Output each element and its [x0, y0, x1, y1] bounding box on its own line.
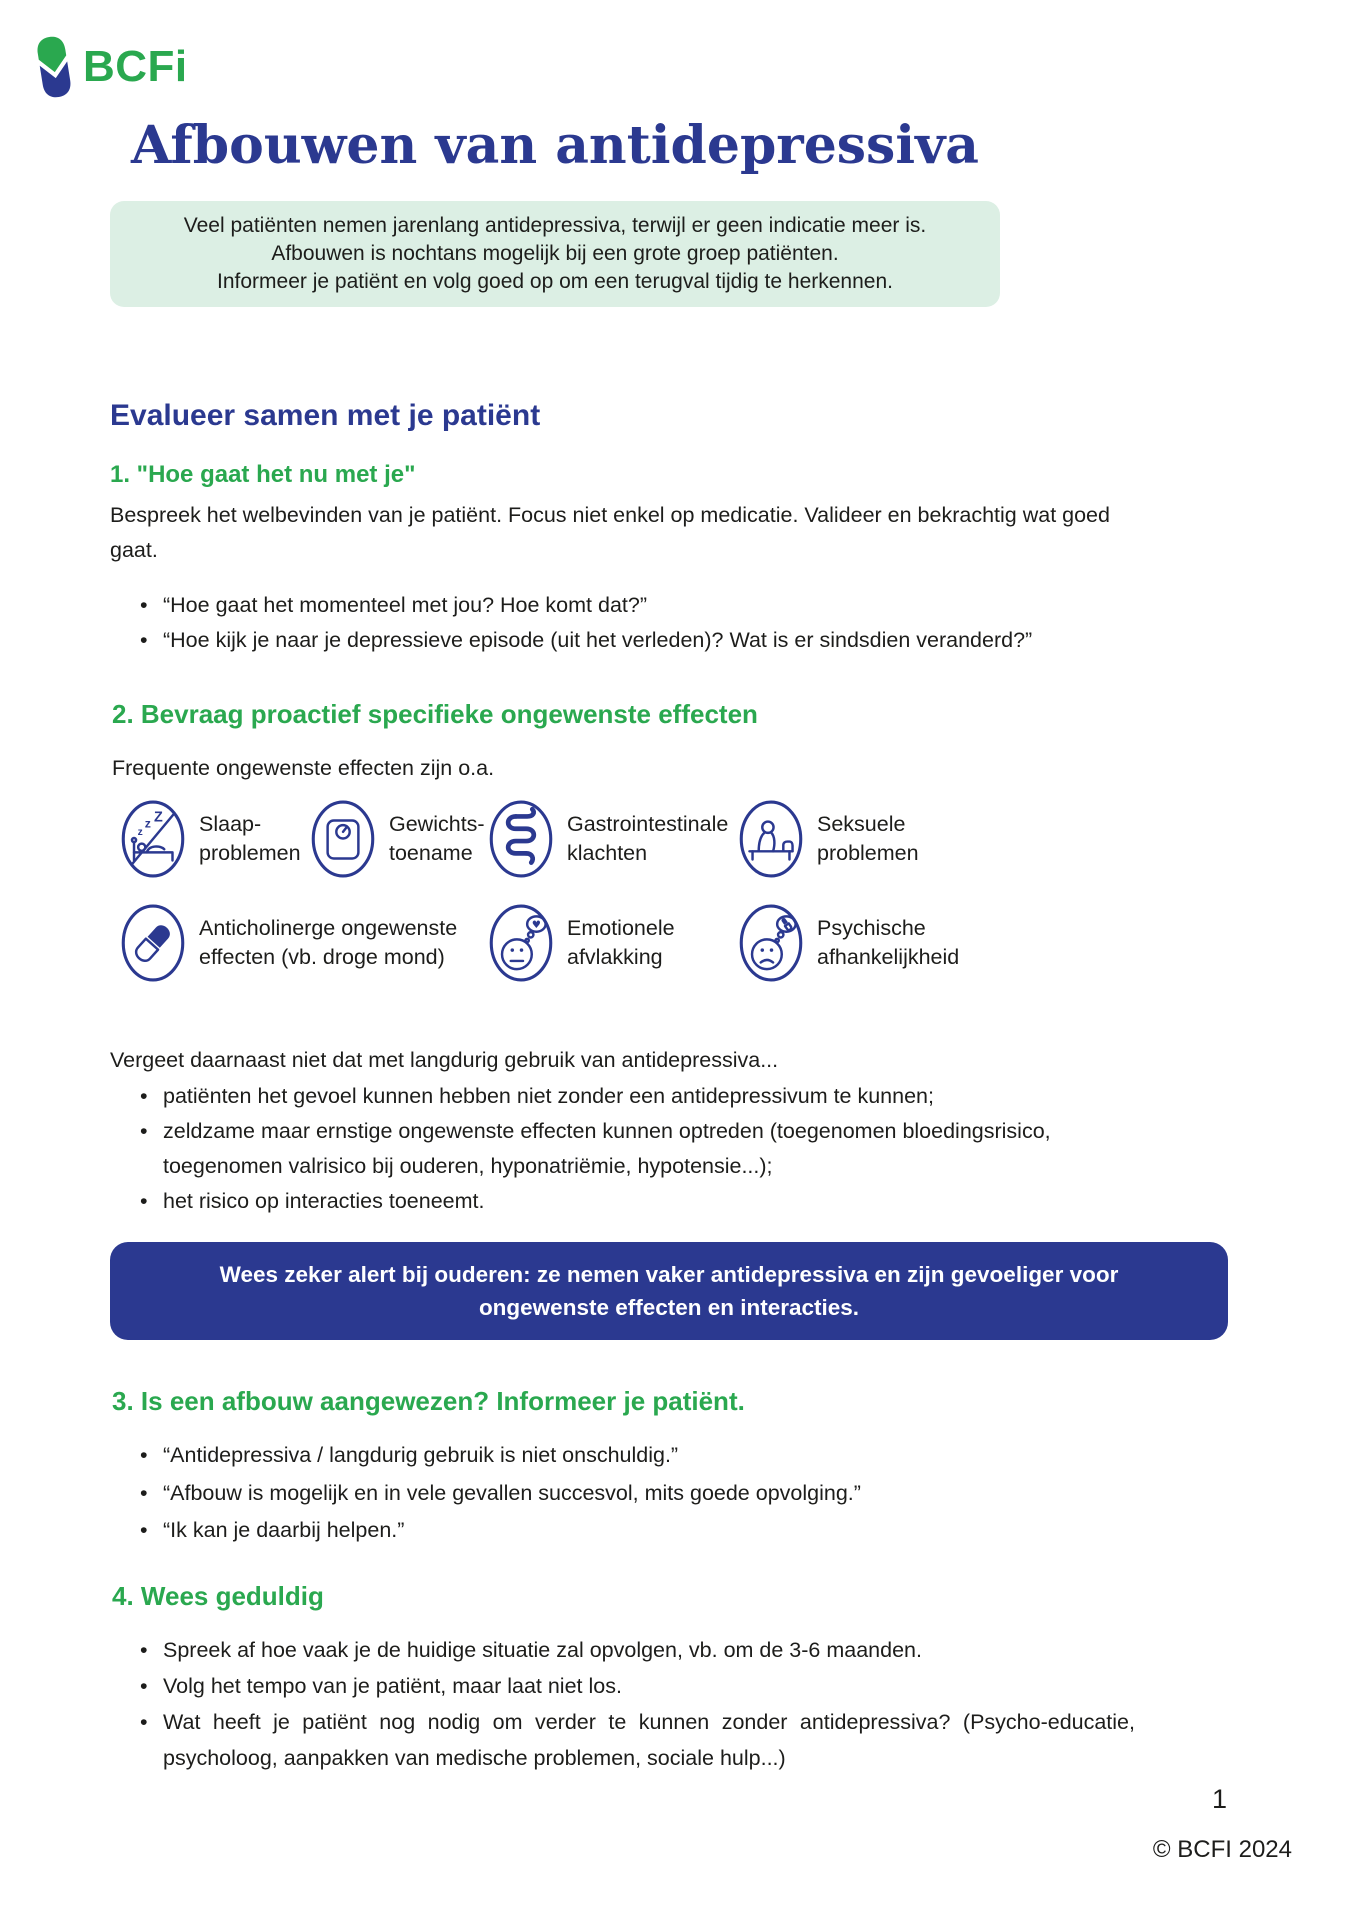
anticholinergic-pill-icon — [120, 903, 186, 983]
side-effect-sleep — [120, 799, 301, 879]
side-effect-psychological-dependence — [738, 903, 959, 983]
icon-label-line: afvlakking — [567, 945, 663, 969]
elderly-alert-banner: Wees zeker alert bij ouderen: ze nemen vaker antidepressiva en zijn gevoeliger voor ongewenste effecten en interacties. — [110, 1242, 1228, 1340]
list-item — [135, 1475, 1225, 1513]
sexual-problems-icon — [738, 799, 804, 879]
bullet-text: “Ik kan je daarbij helpen.” — [163, 1518, 405, 1542]
icon-label — [817, 914, 959, 972]
svg-text:z: z — [137, 826, 143, 838]
list-item — [135, 1512, 1225, 1550]
section3-bullet-list — [135, 1437, 1225, 1550]
list-item — [135, 1114, 1140, 1184]
side-effect-anticholinergic — [120, 903, 457, 983]
bullet-text: het risico op interacties toeneemt. — [163, 1189, 485, 1213]
list-item — [135, 588, 1225, 623]
bullet-text: patiënten het gevoel kunnen hebben niet zonder een antidepressivum te kunnen; — [163, 1084, 934, 1108]
weight-gain-icon — [310, 799, 376, 879]
main-section-heading: Evalueer samen met je patiënt — [110, 399, 541, 432]
icon-label-line: Anticholinerge ongewenste — [199, 916, 458, 940]
bullet-text: “Afbouw is mogelijk en in vele gevallen succesvol, mits goede opvolging.” — [163, 1480, 861, 1505]
bcfi-pill-logo-icon — [34, 34, 74, 100]
bullet-text: “Hoe gaat het momenteel met jou? Hoe komt dat?” — [163, 593, 648, 617]
list-item — [135, 623, 1225, 658]
emotional-blunting-icon — [488, 903, 554, 983]
section2-intro: Frequente ongewenste effecten zijn o.a. — [112, 756, 495, 780]
side-effect-icons — [110, 793, 1255, 1005]
list-item — [135, 1184, 1140, 1219]
section1-bullet-list — [135, 588, 1225, 658]
intro-line: Veel patiënten nemen jarenlang antidepressiva, terwijl er geen indicatie meer is. — [183, 214, 927, 237]
icon-label-line: Emotionele — [567, 916, 675, 940]
icon-label — [199, 810, 301, 868]
bullet-text: Volg het tempo van je patiënt, maar laat niet los. — [163, 1674, 622, 1698]
side-effect-weight — [310, 799, 485, 879]
icon-label — [567, 914, 675, 972]
list-item — [135, 1079, 1140, 1114]
psychological-dependence-icon — [738, 903, 804, 983]
bullet-text: zeldzame maar ernstige ongewenste effecten kunnen optreden (toegenomen bloedingsrisico, toegenomen valrisico bij ouderen, hyponatriëmie, hypotensie...); — [163, 1119, 1051, 1178]
bullet-text: “Antidepressiva / langdurig gebruik is niet onschuldig.” — [163, 1443, 679, 1467]
page-title: Afbouwen van antidepressiva — [131, 115, 979, 176]
icon-label-line: Gewichts- — [389, 812, 485, 836]
bcfi-logo — [34, 34, 188, 100]
section2-heading: 2. Bevraag proactief specifieke ongewenste effecten — [112, 699, 758, 729]
section2-bullet-list — [135, 1079, 1140, 1219]
icon-label-line: Slaap- — [199, 812, 262, 836]
icon-label-line: toename — [389, 841, 473, 865]
gastrointestinal-icon — [488, 799, 554, 879]
intro-line: Afbouwen is nochtans mogelijk bij een grote groep patiënten. — [271, 242, 839, 265]
section3-heading: 3. Is een afbouw aangewezen? Informeer je patiënt. — [112, 1386, 745, 1416]
sleep-problems-icon — [120, 799, 186, 879]
bullet-text: “Hoe kijk je naar je depressieve episode (uit het verleden)? Wat is er sindsdien veranderd?” — [163, 628, 1033, 652]
side-effect-sexual — [738, 799, 919, 879]
icon-label-line: effecten (vb. droge mond) — [199, 945, 445, 969]
icon-label-line: problemen — [199, 841, 301, 865]
section1-heading: 1. "Hoe gaat het nu met je" — [110, 461, 416, 488]
list-item — [135, 1632, 1135, 1668]
icon-label-line: Psychische — [817, 916, 926, 940]
icon-label — [389, 810, 485, 868]
icon-label-line: afhankelijkheid — [817, 945, 960, 969]
icon-label-line: Seksuele — [817, 812, 906, 836]
list-item — [135, 1668, 1135, 1704]
list-item — [135, 1437, 1225, 1475]
icon-label-line: klachten — [567, 841, 648, 865]
icon-label-line: Gastrointestinale — [567, 812, 729, 836]
side-effect-gastrointestinal — [488, 799, 728, 879]
section2-note: Vergeet daarnaast niet dat met langdurig gebruik van antidepressiva... — [110, 1048, 779, 1072]
intro-summary-box — [110, 201, 1000, 307]
side-effect-emotional-blunting — [488, 903, 675, 983]
section4-heading: 4. Wees geduldig — [112, 1581, 324, 1611]
bullet-text: Wat heeft je patiënt nog nodig om verder te kunnen zonder antidepressiva? (Psycho-educatie, psycholoog, aanpakken van medische problemen, sociale hulp...) — [163, 1710, 1135, 1770]
icon-label — [817, 810, 919, 868]
copyright: © BCFI 2024 — [1152, 1836, 1292, 1863]
icon-label-line: problemen — [817, 841, 919, 865]
section4-bullet-list — [135, 1632, 1135, 1776]
intro-line: Informeer je patiënt en volg goed op om een terugval tijdig te herkennen. — [217, 270, 893, 293]
bullet-text: Spreek af hoe vaak je de huidige situatie zal opvolgen, vb. om de 3-6 maanden. — [163, 1638, 922, 1662]
svg-text:♥: ♥ — [531, 919, 541, 932]
svg-text:Z: Z — [154, 809, 163, 826]
section1-body: Bespreek het welbevinden van je patiënt. Focus niet enkel op medicatie. Valideer en bekrachtig wat goed gaat. — [110, 503, 1110, 562]
list-item — [135, 1704, 1135, 1776]
icon-label — [199, 914, 457, 972]
page-number: 1 — [1212, 1784, 1228, 1814]
icon-label — [567, 810, 728, 868]
svg-text:z: z — [144, 816, 151, 831]
bcfi-logo-text: BCFi — [83, 42, 188, 91]
